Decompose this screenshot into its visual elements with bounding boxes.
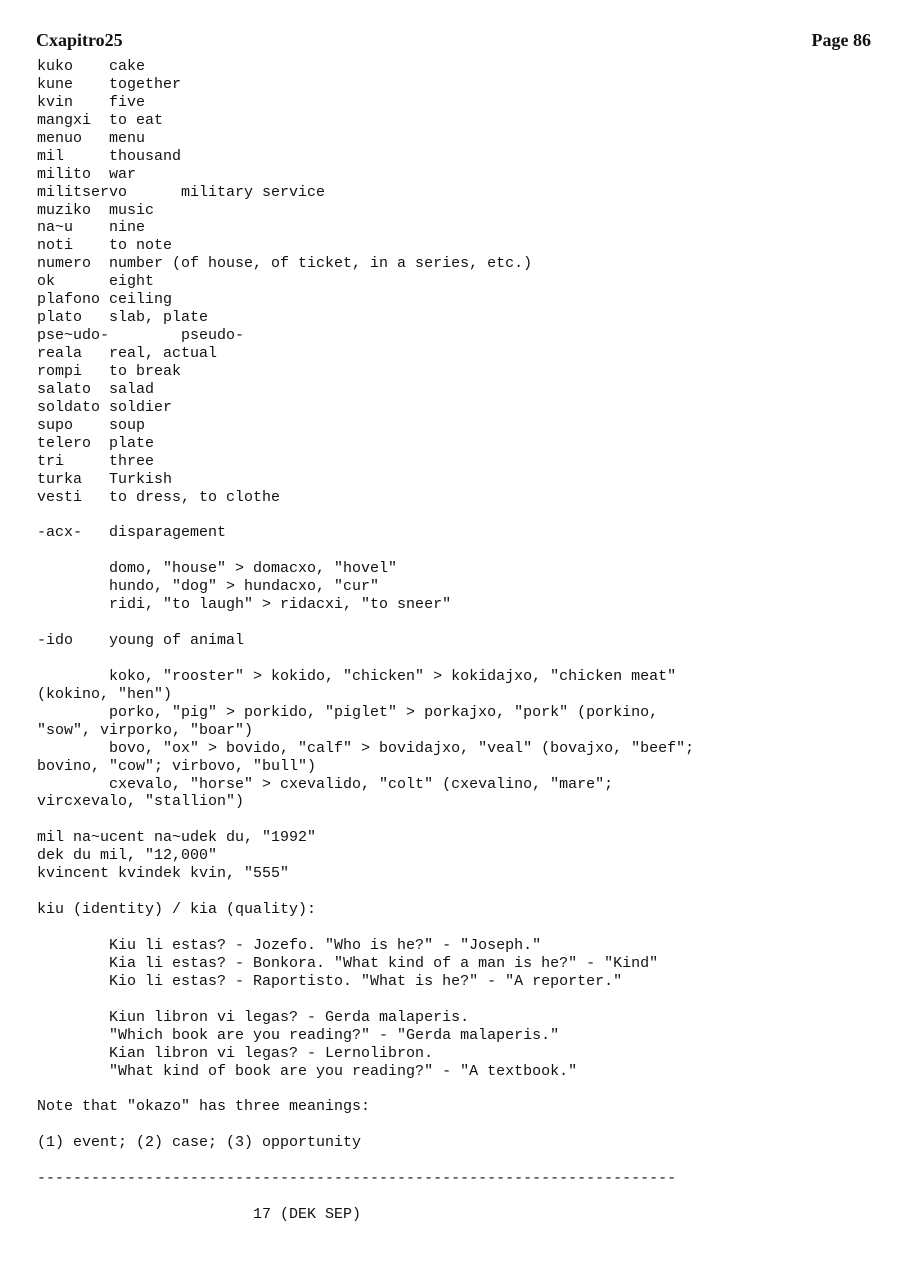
text-line: Kia li estas? - Bonkora. "What kind of a man is he?" - "Kind" [37, 954, 659, 972]
text-line: dek du mil, "12,000" [37, 847, 218, 865]
text-line: na~u nine [37, 219, 146, 237]
text-line: mangxi to eat [37, 111, 164, 129]
text-line: ridi, "to laugh" > ridacxi, "to sneer" [37, 596, 452, 614]
text-line: muziko music [37, 201, 155, 219]
text-line: telero plate [37, 434, 155, 452]
blank-line [37, 919, 887, 937]
text-line: noti to note [37, 237, 173, 255]
text-line: cxevalo, "horse" > cxevalido, "colt" (cxevalino, "mare"; [37, 775, 614, 793]
blank-line [37, 542, 887, 560]
text-line: tri three [37, 452, 155, 470]
text-line: "What kind of book are you reading?" - "A textbook." [37, 1062, 578, 1080]
text-line: militservo military service [37, 183, 326, 201]
blank-line [37, 614, 887, 632]
text-line: reala real, actual [37, 345, 218, 362]
text-line: kune together [37, 75, 182, 93]
text-line: (1) event; (2) case; (3) opportunity [37, 1134, 362, 1152]
blank-line [37, 1188, 887, 1206]
text-line: milito war [37, 165, 137, 183]
blank-line [37, 506, 887, 524]
text-line: Kiu li estas? - Jozefo. "Who is he?" - "Joseph." [37, 936, 542, 954]
text-line: "Which book are you reading?" - "Gerda malaperis." [37, 1026, 560, 1044]
text-line: Kio li estas? - Raportisto. "What is he?" - "A reporter." [37, 972, 623, 990]
text-line: domo, "house" > domacxo, "hovel" [37, 560, 398, 578]
text-line: "sow", virporko, "boar") [37, 721, 254, 739]
blank-line [37, 883, 887, 901]
text-line: plato slab, plate [37, 309, 209, 327]
page-number: Page 86 [811, 30, 871, 50]
text-line: mil thousand [37, 147, 182, 165]
text-line: Kian libron vi legas? - Lernolibron. [37, 1044, 434, 1062]
text-line: ok eight [37, 273, 155, 291]
blank-line [37, 1152, 887, 1170]
text-line: rompi to break [37, 362, 182, 380]
text-line: 17 (DEK SEP) [37, 1206, 362, 1223]
document-body [37, 58, 887, 1224]
text-line: porko, "pig" > porkido, "piglet" > porkajxo, "pork" (porkino, [37, 703, 659, 721]
text-line: bovo, "ox" > bovido, "calf" > bovidajxo, "veal" (bovajxo, "beef"; [37, 739, 695, 757]
text-line: kiu (identity) / kia (quality): [37, 901, 317, 919]
text-line: Note that "okazo" has three meanings: [37, 1098, 371, 1116]
text-line: kvincent kvindek kvin, "555" [37, 865, 290, 883]
text-line: vircxevalo, "stallion") [37, 793, 245, 811]
text-line: salato salad [37, 380, 155, 398]
text-line: ----------------------------------------------------------------------- [37, 1170, 677, 1188]
text-line: vesti to dress, to clothe [37, 488, 281, 506]
text-line: -acx- disparagement [37, 524, 227, 542]
text-line: pse~udo- pseudo- [37, 327, 245, 345]
text-line: hundo, "dog" > hundacxo, "cur" [37, 578, 380, 596]
text-line: (kokino, "hen") [37, 685, 173, 703]
blank-line [37, 1116, 887, 1134]
text-line: mil na~ucent na~udek du, "1992" [37, 829, 317, 847]
text-line: soldato soldier [37, 398, 173, 416]
text-line: numero number (of house, of ticket, in a series, etc.) [37, 255, 533, 273]
blank-line [37, 650, 887, 668]
text-line: turka Turkish [37, 470, 173, 488]
text-line: supo soup [37, 416, 146, 434]
text-line: koko, "rooster" > kokido, "chicken" > kokidajxo, "chicken meat" [37, 667, 677, 685]
text-line: kvin five [37, 93, 146, 111]
text-line: bovino, "cow"; virbovo, "bull") [37, 757, 317, 775]
blank-line [37, 811, 887, 829]
page-title: Cxapitro25 [36, 30, 123, 50]
text-line: menuo menu [37, 129, 146, 147]
text-line: Kiun libron vi legas? - Gerda malaperis. [37, 1008, 470, 1026]
blank-line [37, 1080, 887, 1098]
text-line: plafono ceiling [37, 291, 173, 309]
text-line: kuko cake [37, 58, 146, 75]
blank-line [37, 991, 887, 1009]
text-line: -ido young of animal [37, 632, 245, 649]
